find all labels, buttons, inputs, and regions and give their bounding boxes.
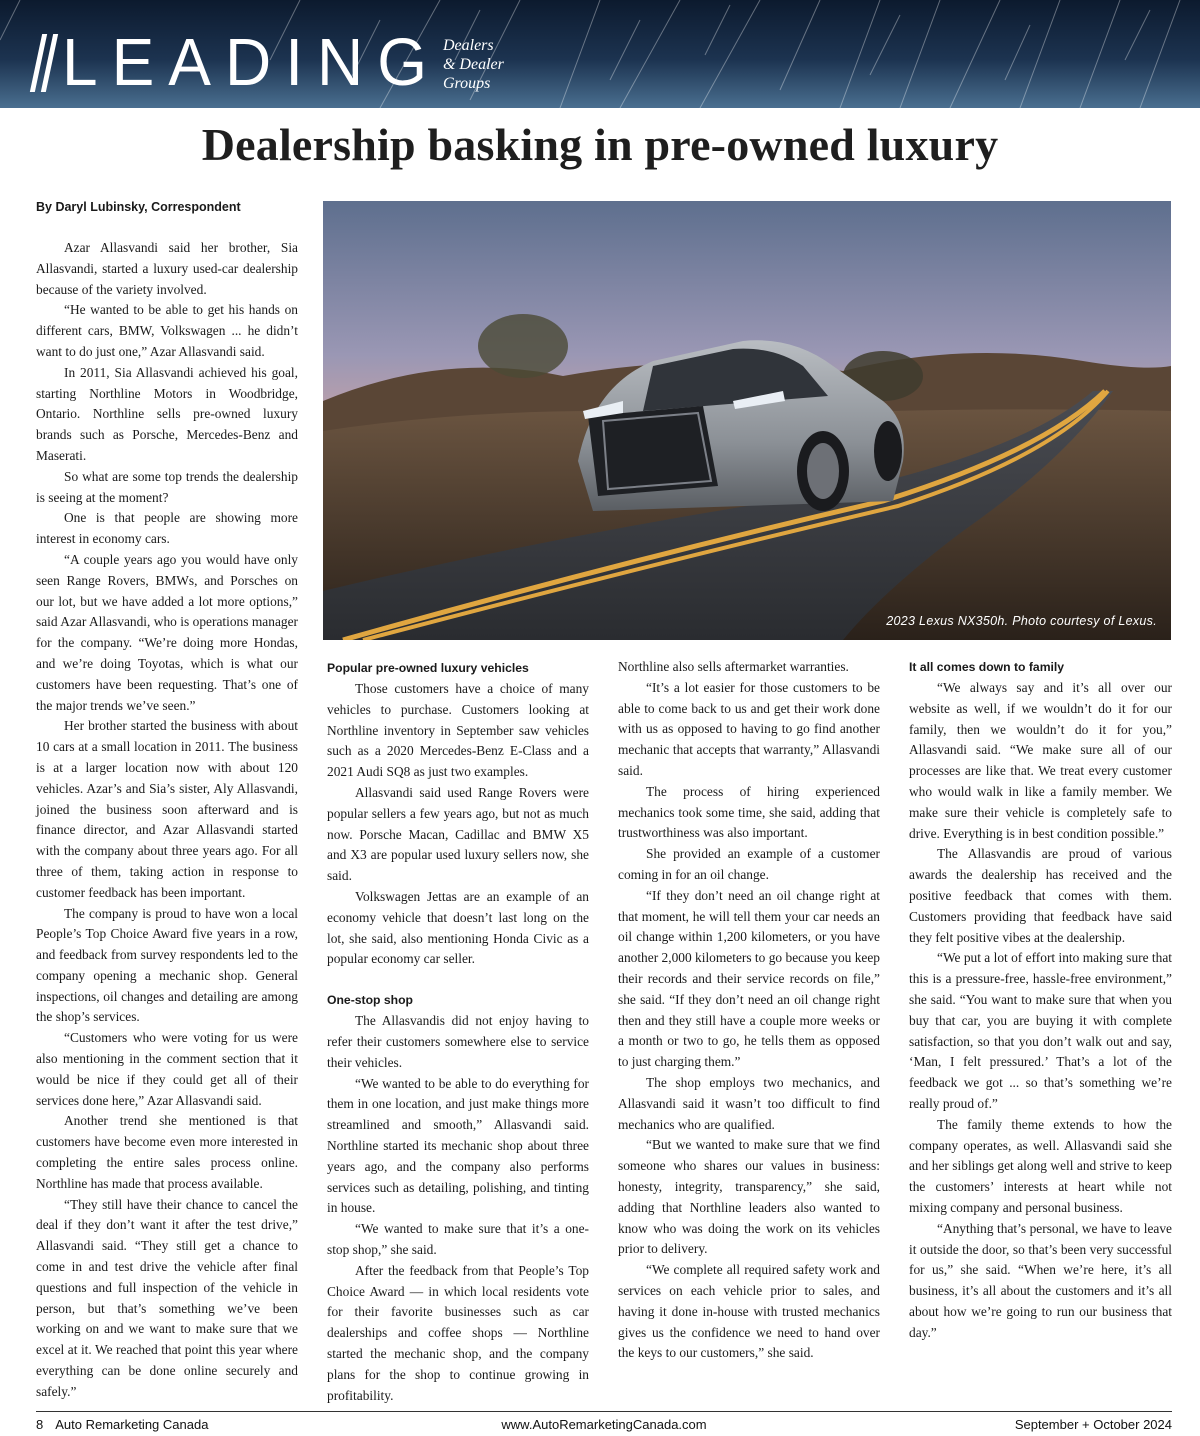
paragraph: The Allasvandis did not enjoy having to refer their customers somewhere else to service their vehicles. <box>327 1013 589 1070</box>
paragraph: She provided an example of a customer coming in for an oil change. <box>618 846 880 882</box>
logo-slash-mark <box>36 34 52 92</box>
paragraph: “Anything that’s personal, we have to leave it outside the door, so that’s been very successful for us,” she said. “When we’re here, it’s all business, it’s all about the customers and it’s all about how we’re going to run our business that day.” <box>909 1220 1172 1340</box>
paragraph: “He wanted to be able to get his hands on different cars, BMW, Volkswagen ... he didn’t want to do just one,” Azar Allasvandi said. <box>36 302 298 359</box>
paragraph: “We put a lot of effort into making sure that this is a pressure-free, hassle-free environment,” she said. “You want to make sure that when you buy that car, you are buying it with complete satisfaction, so that you don’t walk out and say, ‘Man, I felt pressured.’ That’s a lot of the feedback we got ... so that’s something we’re really proud of.” <box>909 950 1172 1111</box>
paragraph: After the feedback from that People’s Top Choice Award — in which local residents vote for their favorite businesses such as car dealerships and coffee shops — Northline started the mechanic shop, and the company plans for the shop to continue growing in profitability. <box>327 1262 589 1403</box>
article-byline: By Daryl Lubinsky, Correspondent <box>36 200 241 214</box>
paragraph: “We complete all required safety work and services on each vehicle prior to sales, and having it done in-house with trusted mechanics gives us the confidence we need to hand over the keys to our customers,” she said. <box>618 1262 880 1361</box>
paragraph: “A couple years ago you would have only seen Range Rovers, BMWs, and Porsches on our lot, but we have added a lot more options,” said Azar Allasvandi, who is operations manager for the company. “We’re doing more Hondas, and we’re doing Toyotas, which is what our customers have been requesting. That’s one of the major trends we’ve seen.” <box>36 551 298 713</box>
page-number: 8 <box>36 1417 44 1432</box>
paragraph: Another trend she mentioned is that customers have become even more interested in completing the entire sales process online. Northline has made that process available. <box>36 1113 298 1191</box>
article-photo <box>323 201 1171 640</box>
photo-caption: 2023 Lexus NX350h. Photo courtesy of Lexus. <box>886 614 1157 628</box>
paragraph: “We wanted to be able to do everything for them in one location, and just make things more streamlined and smooth,” Allasvandi said. Northline started its mechanic shop about three years ago, and the company also performs services such as detailing, polishing, and tinting in house. <box>327 1075 589 1216</box>
subheading-family: It all comes down to family <box>909 660 1065 674</box>
paragraph: Azar Allasvandi said her brother, Sia Allasvandi, started a luxury used-car dealership because of the variety involved. <box>36 240 298 297</box>
paragraph: Her brother started the business with about 10 cars at a small location in 2011. The business is at a larger location now with about 120 vehicles. Azar’s and Sia’s sister, Aly Allasvandi, joined the business soon afterward and is finance director, and Azar Allasvandi started with the company about three years ago. For all three of them, taking action in response to customer feedback has been important. <box>36 718 298 900</box>
paragraph: Volkswagen Jettas are an example of an economy vehicle that doesn’t last long on the lot, she said, also mentioning Honda Civic as a popular economy car seller. <box>327 888 589 967</box>
logo-wordmark: LEADING <box>62 24 441 100</box>
issue-date: September + October 2024 <box>1014 1417 1172 1432</box>
paragraph: One is that people are showing more interest in economy cars. <box>36 510 298 547</box>
logo-subtitle: Dealers & Dealer Groups <box>442 37 504 92</box>
paragraph: Allasvandi said used Range Rovers were popular sellers a few years ago, but not as much now. Porsche Macan, Cadillac and BMW X5 and X3 are popular used luxury sellers now, she said. <box>327 784 589 884</box>
subheading-popular-vehicles: Popular pre-owned luxury vehicles <box>327 661 529 675</box>
page-footer <box>36 1417 1172 1435</box>
section-banner <box>0 0 1200 108</box>
paragraph: In 2011, Sia Allasvandi achieved his goal, starting Northline Motors in Woodbridge, Ontario. Northline sells pre-owned luxury brands such as Porsche, Mercedes-Benz and Maserati. <box>36 364 298 463</box>
paragraph: “It’s a lot easier for those customers to be able to come back to us and get their work done with us as opposed to having to go find another mechanic that accepts that warranty,” Allasvandi said. <box>618 679 880 778</box>
paragraph: The company is proud to have won a local People’s Top Choice Award five years in a row, and feedback from survey respondents led to the company opening a mechanic shop. General inspections, oil changes and detailing are among the shop’s services. <box>36 905 298 1025</box>
paragraph: The family theme extends to how the company operates, as well. Allasvandi said she and her siblings get along well and strive to keep the customers’ interests at heart while not mixing company and personal business. <box>909 1116 1172 1215</box>
paragraph: “If they don’t need an oil change right at that moment, he will tell them your car needs an oil change within 1,200 kilometers, or you have another 2,000 kilometers to go because you keep their records and their service records on file,” she said. “If they don’t need an oil change right then and they still have a couple more weeks or a month or two to go, he tells them as opposed to just charging them.” <box>618 887 880 1070</box>
paragraph: “But we wanted to make sure that we find someone who shares our values in business: honesty, integrity, transparency,” she said, adding that Northline leaders also wanted to know who was doing the work on its vehicles prior to delivery. <box>618 1137 880 1257</box>
paragraph: Northline also sells aftermarket warranties. <box>618 659 849 674</box>
subheading-one-stop-shop: One-stop shop <box>327 993 413 1008</box>
paragraph: “We wanted to make sure that it’s a one-stop shop,” she said. <box>327 1221 589 1257</box>
website-link[interactable]: www.AutoRemarketingCanada.com <box>501 1417 707 1432</box>
article-column-2 <box>327 658 589 1406</box>
suv-on-road-image <box>323 201 1171 640</box>
paragraph: The process of hiring experienced mechanics took some time, she said, adding that trustworthiness was also important. <box>618 783 880 841</box>
article-column-3 <box>618 657 880 1364</box>
article-column-4 <box>909 657 1172 1344</box>
paragraph: Those customers have a choice of many vehicles to purchase. Customers looking at Northline inventory in September saw vehicles such as a 2020 Mercedes-Benz E-Class and a 2021 Audi SQ8 as just two examples. <box>327 681 589 780</box>
article-headline: Dealership basking in pre-owned luxury <box>201 119 999 170</box>
footer-divider <box>36 1411 1172 1412</box>
paragraph: “We always say and it’s all over our website as well, if we wouldn’t do it for our family, then we wouldn’t do it for you,” Allasvandi said. “We make sure all of our processes are like that. We treat every customer who would walk in like a family member. We make sure their vehicle is completely safe to drive. Everything is in best condition possible.” <box>909 680 1172 841</box>
publication-name: Auto Remarketing Canada <box>55 1417 209 1432</box>
paragraph: The shop employs two mechanics, and Allasvandi said it wasn’t too difficult to find mechanics who are qualified. <box>618 1074 880 1132</box>
section-logo <box>36 24 504 100</box>
paragraph: So what are some top trends the dealership is seeing at the moment? <box>36 468 298 505</box>
paragraph: The Allasvandis are proud of various awards the dealership has received and the positive feedback that comes with them. Customers providing that feedback have said they felt positive vibes at the dealership. <box>909 846 1172 945</box>
paragraph: “Customers who were voting for us were also mentioning in the comment section that it would be nice if they could get all of their services done here,” Azar Allasvandi said. <box>36 1030 298 1108</box>
paragraph: “They still have their chance to cancel the deal if they don’t want it after the test drive,” Allasvandi said. “They still get a chance to come in and test drive the vehicle after final questions and full inspection of the vehicle in person, but that’s something we’ve been working on and we want to make sure that we excel at it. We reached that point this year where everything can be done online securely and safely.” <box>36 1196 298 1399</box>
article-column-1 <box>36 238 298 1403</box>
